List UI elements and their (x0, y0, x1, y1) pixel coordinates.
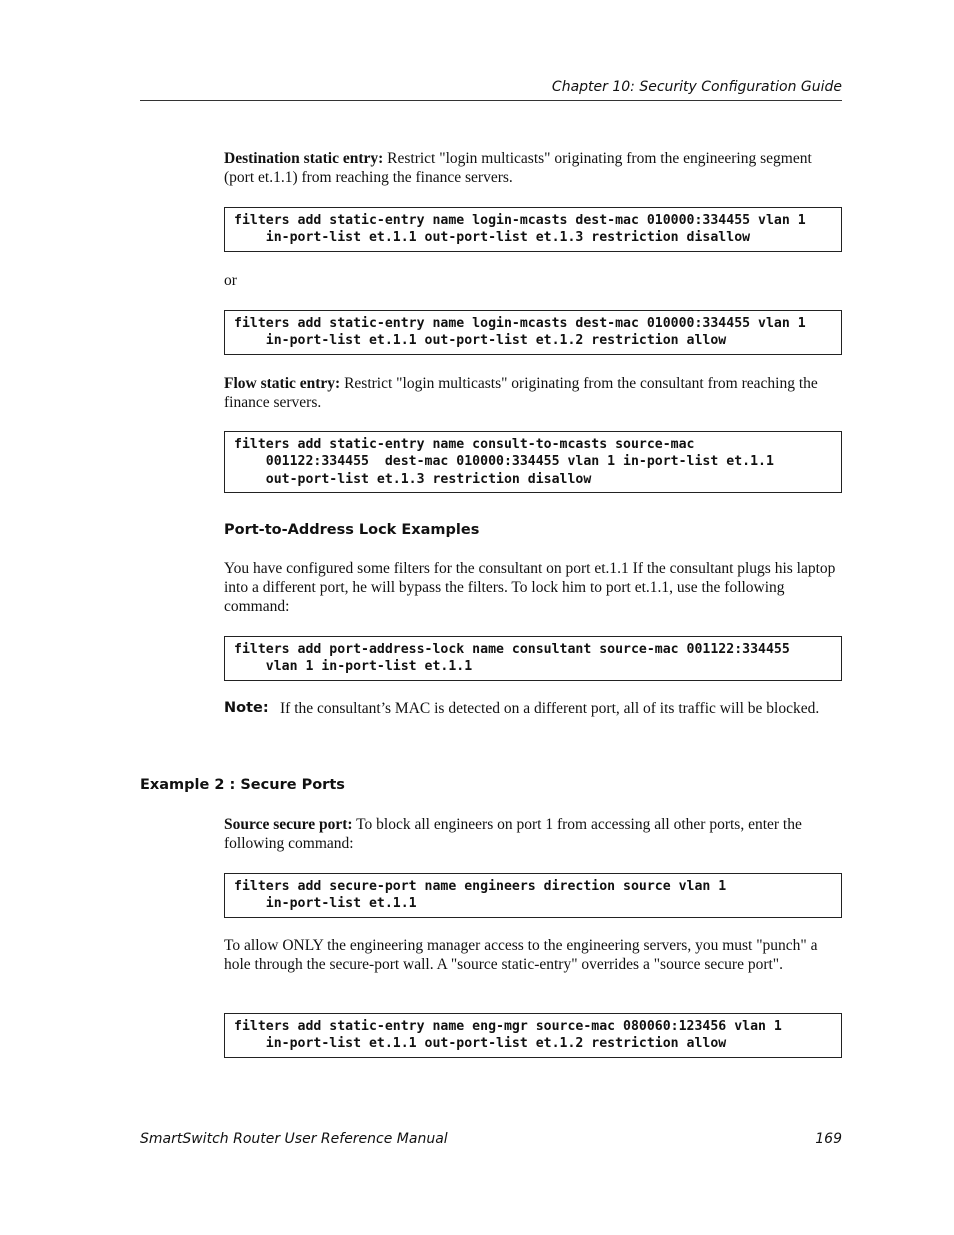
code-text: filters add static-entry name consult-to-mcasts source-mac 001122:334455 dest-mac 010000:334455 vlan 1 in-port-list et.1.1 out-port-list et.1.3 restriction disallow (234, 437, 774, 487)
example-2-heading: Example 2 : Secure Ports (140, 777, 345, 793)
code-block-eng-mgr (224, 1013, 842, 1058)
code-block-login-mcasts-allow (224, 310, 842, 355)
engineering-manager-paragraph: To allow ONLY the engineering manager access to the engineering servers, you must "punch" a hole through the secure-port wall. A "source static-entry" overrides a "source secure port". (224, 937, 818, 973)
code-text: filters add port-address-lock name consultant source-mac 001122:334455 vlan 1 in-port-list et.1.1 (234, 642, 790, 675)
source-secure-port-text: To block all engineers on port 1 from accessing all other ports, enter the following command: (224, 816, 802, 852)
destination-static-entry-paragraph (224, 149, 842, 187)
running-header: Chapter 10: Security Configuration Guide (551, 79, 842, 95)
header-divider (140, 100, 842, 101)
footer-manual-title: SmartSwitch Router User Reference Manual (140, 1131, 448, 1147)
source-secure-port-label: Source secure port: (224, 816, 353, 833)
note-label: Note: (224, 700, 269, 716)
code-block-port-address-lock (224, 636, 842, 681)
code-text: filters add static-entry name login-mcasts dest-mac 010000:334455 vlan 1 in-port-list et.1.1 out-port-list et.1.3 restriction disallow (234, 213, 806, 246)
port-address-lock-paragraph: You have configured some filters for the consultant on port et.1.1 If the consultant plugs his laptop into a different port, he will bypass the filters. To lock him to port et.1.1, use the following command: (224, 560, 836, 615)
note-text: If the consultant’s MAC is detected on a different port, all of its traffic will be blocked. (280, 700, 820, 717)
destination-static-entry-text: Restrict "login multicasts" originating from the engineering segment (port et.1.1) from reaching the finance servers. (224, 150, 812, 186)
code-block-secure-port (224, 873, 842, 918)
code-text: filters add static-entry name eng-mgr source-mac 080060:123456 vlan 1 in-port-list et.1.1 out-port-list et.1.2 restriction allow (234, 1019, 782, 1052)
flow-static-entry-label: Flow static entry: (224, 375, 341, 392)
source-secure-port-paragraph (224, 815, 842, 853)
code-text: filters add secure-port name engineers direction source vlan 1 in-port-list et.1.1 (234, 879, 727, 912)
destination-static-entry-label: Destination static entry: (224, 150, 384, 167)
port-to-address-lock-heading: Port-to-Address Lock Examples (224, 522, 480, 538)
or-text: or (224, 272, 237, 289)
flow-static-entry-text: Restrict "login multicasts" originating from the consultant from reaching the finance servers. (224, 375, 818, 411)
flow-static-entry-paragraph (224, 374, 842, 412)
code-block-consult-to-mcasts (224, 431, 842, 493)
code-block-login-mcasts-disallow (224, 207, 842, 252)
code-text: filters add static-entry name login-mcasts dest-mac 010000:334455 vlan 1 in-port-list et.1.1 out-port-list et.1.2 restriction allow (234, 316, 806, 349)
page-number: 169 (815, 1131, 842, 1147)
